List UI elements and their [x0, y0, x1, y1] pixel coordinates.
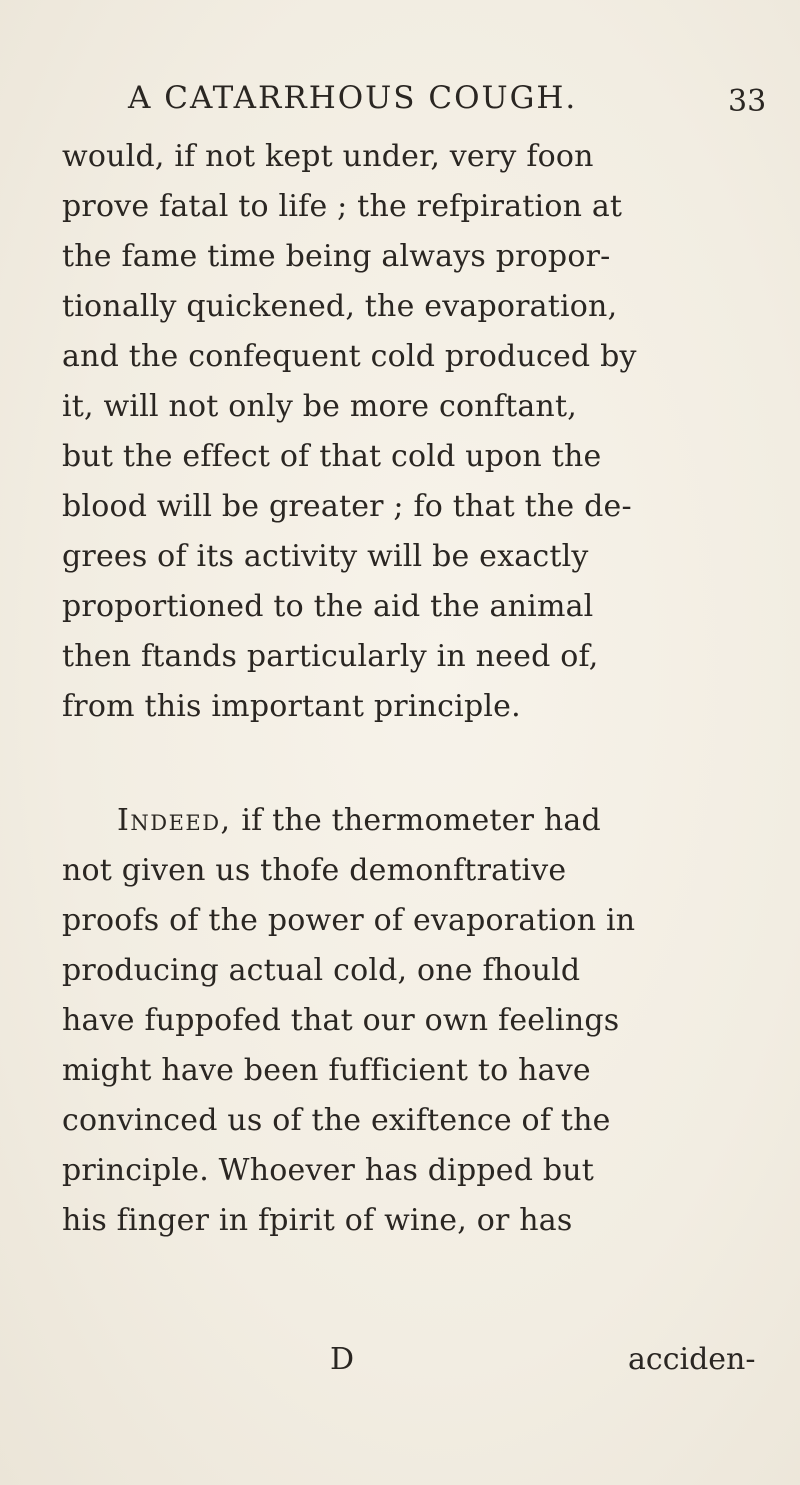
text-line: his finger in fpirit of wine, or has	[62, 1203, 573, 1238]
text-line: then ftands particularly in need of,	[62, 639, 599, 674]
first-line-rest: if the thermometer had	[231, 803, 601, 838]
text-line: grees of its activity will be exactly	[62, 539, 589, 574]
text-line: might have been fufficient to have	[62, 1053, 591, 1088]
text-line: proofs of the power of evaporation in	[62, 903, 636, 938]
page-footer	[0, 1335, 800, 1385]
text-line: producing actual cold, one fhould	[62, 953, 581, 988]
paragraph-break	[62, 732, 772, 796]
running-head: A CATARRHOUS COUGH.	[128, 80, 578, 116]
text-line: tionally quickened, the evaporation,	[62, 289, 618, 324]
paragraph-first-line	[62, 796, 772, 846]
text-line: blood will be greater ; fo that the de-	[62, 489, 632, 524]
signature-mark: D	[330, 1342, 355, 1377]
catchword: acciden-	[628, 1342, 756, 1377]
text-line: prove fatal to life ; the refpiration at	[62, 189, 623, 224]
text-line: convinced us of the exiftence of the	[62, 1103, 611, 1138]
text-line: the fame time being always propor-	[62, 239, 611, 274]
text-line: but the effect of that cold upon the	[62, 439, 602, 474]
page-number: 33	[728, 84, 767, 119]
text-line: would, if not kept under, very foon	[62, 139, 594, 174]
text-line: proportioned to the aid the animal	[62, 589, 594, 624]
text-line: and the confequent cold produced by	[62, 339, 637, 374]
body-text	[62, 132, 772, 1246]
text-line: not given us thofe demonftrative	[62, 853, 567, 888]
text-line: have fuppofed that our own feelings	[62, 1003, 620, 1038]
text-line: principle. Whoever has dipped but	[62, 1153, 595, 1188]
text-line: it, will not only be more conftant,	[62, 389, 577, 424]
page-header	[128, 80, 768, 130]
text-line: from this important principle.	[62, 689, 521, 724]
lead-word: Indeed,	[117, 803, 232, 838]
